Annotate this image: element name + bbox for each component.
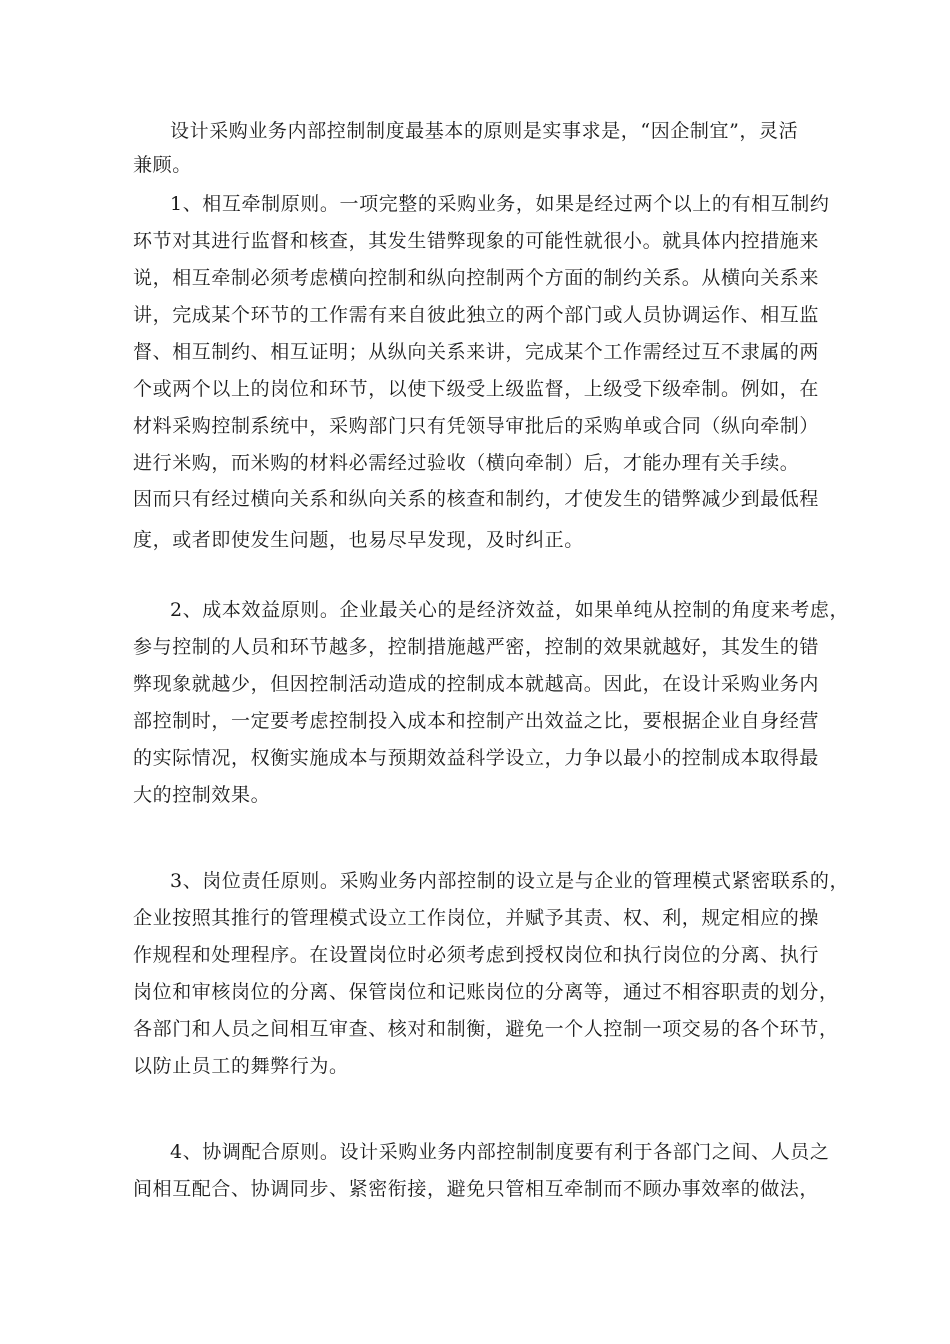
text-line: 弊现象就越少，但因控制活动造成的控制成本就越高。因此，在设计采购业务内 (133, 673, 820, 695)
text-line: 2、成本效益原则。企业最关心的是经济效益，如果单纯从控制的角度来考虑， (170, 599, 850, 621)
text-line: 以防止员工的舞弊行为。 (133, 1055, 349, 1077)
text-line: 督、相互制约、相互证明；从纵向关系来讲，完成某个工作需经过互不隶属的两 (133, 341, 820, 363)
text-line: 说，相互牵制必须考虑横向控制和纵向控制两个方面的制约关系。从横向关系来 (133, 267, 820, 289)
text-line: 大的控制效果。 (133, 784, 271, 806)
text-line: 进行米购，而米购的材料必需经过验收（横向牵制）后，才能办理有关手续。 (133, 452, 800, 474)
text-line: 个或两个以上的岗位和环节，以使下级受上级监督，上级受下级牵制。例如，在 (133, 378, 820, 400)
text-line: 作规程和处理程序。在设置岗位时必须考虑到授权岗位和执行岗位的分离、执行 (133, 944, 820, 966)
text-line: 1、相互牵制原则。一项完整的采购业务，如果是经过两个以上的有相互制约 (170, 193, 830, 215)
text-line: 的实际情况，权衡实施成本与预期效益科学设立，力争以最小的控制成本取得最 (133, 747, 820, 769)
text-line: 度，或者即使发生问题，也易尽早发现，及时纠正。 (133, 529, 584, 551)
text-line: 各部门和人员之间相互审查、核对和制衡，避免一个人控制一项交易的各个环节， (133, 1018, 839, 1040)
text-line: 材料采购控制系统中，采购部门只有凭领导审批后的采购单或合同（纵向牵制） (133, 415, 820, 437)
text-line: 部控制时，一定要考虑控制投入成本和控制产出效益之比，要根据企业自身经营 (133, 710, 820, 732)
text-line: 企业按照其推行的管理模式设立工作岗位，并赋予其责、权、利，规定相应的操 (133, 907, 820, 929)
text-line: 兼顾。 (133, 154, 192, 176)
text-line: 4、协调配合原则。设计采购业务内部控制制度要有利于各部门之间、人员之 (170, 1141, 830, 1163)
text-line: 设计采购业务内部控制制度最基本的原则是实事求是，“因企制宜”，灵活 (170, 120, 799, 142)
text-line: 参与控制的人员和环节越多，控制措施越严密，控制的效果就越好，其发生的错 (133, 636, 820, 658)
text-line: 讲，完成某个环节的工作需有来自彼此独立的两个部门或人员协调运作、相互监 (133, 304, 820, 326)
text-line: 3、岗位责任原则。采购业务内部控制的设立是与企业的管理模式紧密联系的， (170, 870, 850, 892)
text-line: 岗位和审核岗位的分离、保管岗位和记账岗位的分离等，通过不相容职责的划分， (133, 981, 839, 1003)
text-line: 环节对其进行监督和核查，其发生错弊现象的可能性就很小。就具体内控措施来 (133, 230, 820, 252)
text-line: 间相互配合、协调同步、紧密衔接，避免只管相互牵制而不顾办事效率的做法， (133, 1178, 820, 1200)
text-line: 因而只有经过横向关系和纵向关系的核查和制约，才使发生的错弊减少到最低程 (133, 488, 820, 510)
